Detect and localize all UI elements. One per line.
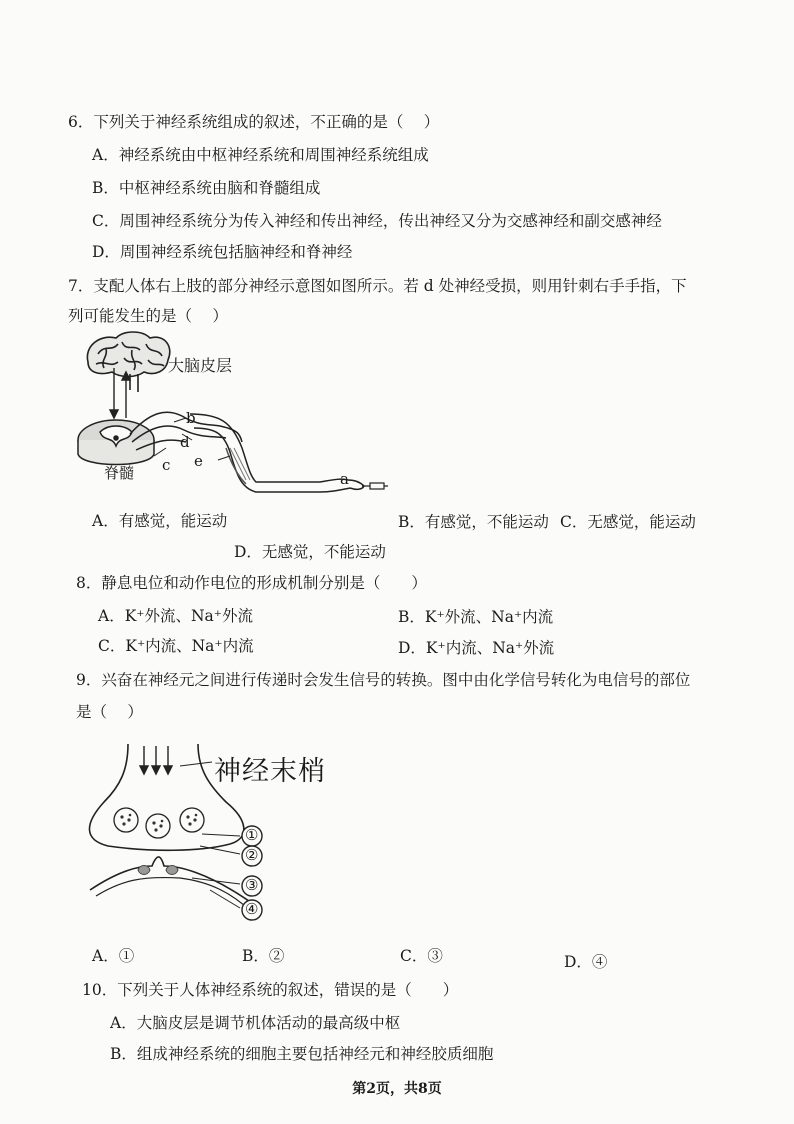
brain-illustration xyxy=(87,332,169,392)
fig9-label-4: ④ xyxy=(245,900,259,918)
q6-option-c: C．周围神经系统分为传入神经和传出神经，传出神经又分为交感神经和副交感神经 xyxy=(92,212,662,230)
q9-stem-line2: 是（ ） xyxy=(76,703,143,721)
q9-option-b: B．② xyxy=(242,947,285,965)
q7-stem-line1: 7．支配人体右上肢的部分神经示意图如图所示。若 d 处神经受损，则用针刺右手手指，下 xyxy=(68,277,687,295)
receptors xyxy=(138,866,178,875)
fig7-label-cortex: 大脑皮层 xyxy=(168,356,233,375)
q6-option-d: D．周围神经系统包括脑神经和脊神经 xyxy=(92,243,353,261)
q7-option-c: C．无感觉，能运动 xyxy=(560,513,696,531)
q8-option-d: D．K⁺内流、Na⁺外流 xyxy=(398,639,555,657)
fig9-label-1: ① xyxy=(245,826,259,844)
postsynaptic-membrane xyxy=(90,857,259,906)
needle-icon xyxy=(362,483,388,489)
fig7-label-c: c xyxy=(162,456,171,474)
fig9-label-3: ③ xyxy=(245,876,259,894)
q7-option-a: A．有感觉，能运动 xyxy=(92,512,228,530)
q7-stem-line2: 列可能发生的是（ ） xyxy=(68,307,228,325)
q10-option-b: B．组成神经系统的细胞主要包括神经元和神经胶质细胞 xyxy=(110,1045,494,1063)
q9-stem-line1: 9．兴奋在神经元之间进行传递时会发生信号的转换。图中由化学信号转化为电信号的部位 xyxy=(76,671,691,689)
spinal-cord-illustration xyxy=(78,420,154,465)
signal-arrows xyxy=(140,746,172,774)
q8-option-b: B．K⁺外流、Na⁺内流 xyxy=(398,608,554,626)
q6-option-b: B．中枢神经系统由脑和脊髓组成 xyxy=(92,179,321,197)
q8-stem: 8．静息电位和动作电位的形成机制分别是（ ） xyxy=(76,574,427,592)
q8-option-c: C．K⁺内流、Na⁺内流 xyxy=(98,637,254,655)
fig7-label-a: a xyxy=(340,470,349,488)
page-footer: 第2页，共8页 xyxy=(352,1081,442,1097)
q10-option-a: A．大脑皮层是调节机体活动的最高级中枢 xyxy=(110,1014,401,1032)
q7-option-b: B．有感觉，不能运动 xyxy=(398,513,549,531)
q9-option-d: D．④ xyxy=(564,953,608,971)
fig7-label-b: b xyxy=(186,409,196,427)
q7-option-d: D．无感觉，不能运动 xyxy=(234,543,386,561)
q10-stem: 10．下列关于人体神经系统的叙述，错误的是（ ） xyxy=(82,981,459,999)
q6-option-a: A．神经系统由中枢神经系统和周围神经系统组成 xyxy=(92,146,429,164)
q8-option-a: A．K⁺外流、Na⁺外流 xyxy=(98,607,253,625)
q9-option-a: A．① xyxy=(92,947,135,965)
fig7-label-e: e xyxy=(194,452,203,470)
fig7-label-d: d xyxy=(180,433,190,451)
fig9-label-terminal: 神经末梢 xyxy=(214,756,326,787)
fig7-label-spinal: 脊髓 xyxy=(104,464,135,482)
fig9-label-2: ② xyxy=(245,846,259,864)
q9-option-c: C．③ xyxy=(400,947,443,965)
q6-stem: 6．下列关于神经系统组成的叙述，不正确的是（ ） xyxy=(68,113,440,131)
